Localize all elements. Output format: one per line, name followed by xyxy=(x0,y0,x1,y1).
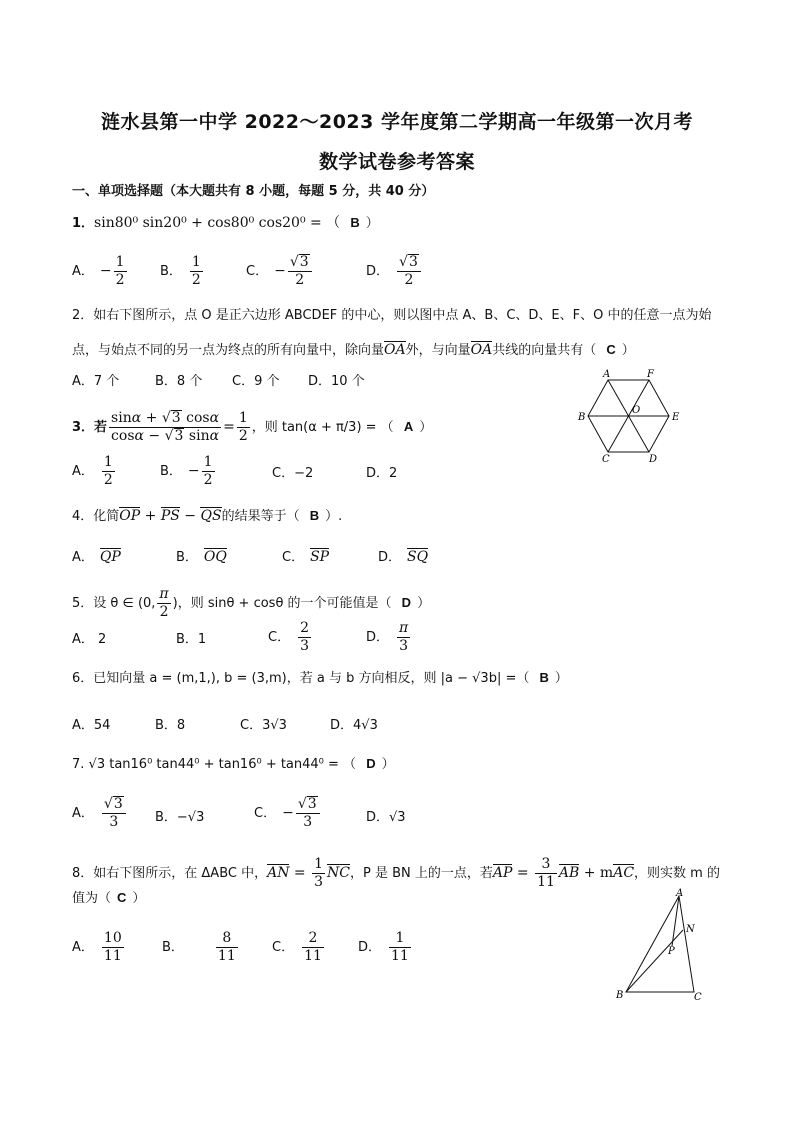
q2-text-a: 点，与始点不同的另一点为终点的所有向量中，除向量 xyxy=(72,343,385,358)
q4-option-a xyxy=(72,546,121,565)
q1-option-b-label: B． xyxy=(160,264,182,279)
q4-vector-sp: SP xyxy=(310,549,330,565)
q4-option-d-label: D． xyxy=(378,550,402,565)
question-3: 3．若 $\frac{\sin\alpha + √3 \cos\alpha}{\cos\alpha - √3 \sin\alpha}$ = $\frac{1}{2}$ ，则 tan(α + π/3) = （ A ） xyxy=(72,410,433,444)
q3-tail: ，则 tan(α + π/3) = （ xyxy=(251,420,394,435)
q6-option-c: C．3√3 xyxy=(240,718,287,733)
hexagon-figure xyxy=(575,368,685,464)
q1-option-d-label: D． xyxy=(366,264,390,279)
q4-option-c xyxy=(282,546,329,565)
q7-option-a-label: A． xyxy=(72,806,94,821)
q2-vector-oa: OA xyxy=(384,342,406,358)
q5-option-c: C． $\frac{2}{3}$ xyxy=(268,620,309,654)
tri-label-a: A xyxy=(676,888,684,899)
q8-option-b: B． $\frac{8}{11}$ xyxy=(162,930,236,964)
q8-option-a: A． $\frac{10}{11}$ xyxy=(72,930,122,964)
q7-close: ） xyxy=(381,757,395,772)
q4-option-b xyxy=(176,546,227,565)
q2-option-a: A．7 个 xyxy=(72,374,120,389)
q1-option-c: C． − $\frac{√3}{2}$ xyxy=(246,254,314,289)
q8-close: ） xyxy=(132,891,146,906)
q7-answer: D xyxy=(366,756,376,771)
q5-option-b: B．1 xyxy=(176,632,207,647)
triangle-figure xyxy=(612,888,712,1004)
q4-option-c-label: C． xyxy=(282,550,305,565)
hex-label-e: E xyxy=(672,412,680,423)
tri-label-n: N xyxy=(686,924,695,935)
q3-option-b-label: B． xyxy=(160,464,182,479)
q8-option-c: C． $\frac{2}{11}$ xyxy=(272,930,322,964)
q6-text: 6．已知向量 a = (m,1,), b = (3,m)，若 a 与 b 方向相反，则 |a − √3b| =（ xyxy=(72,671,530,686)
q8-option-a-label: A． xyxy=(72,940,94,955)
section-heading: 一、单项选择题（本大题共有 8 小题，每题 5 分，共 40 分） xyxy=(72,184,435,199)
question-2-line-2 xyxy=(72,340,635,361)
q5-option-d-label: D． xyxy=(366,630,390,645)
question-6 xyxy=(72,668,568,689)
q3-option-c: C．−2 xyxy=(272,466,314,481)
q1-close: ） xyxy=(365,216,379,231)
q7-option-b: B．−√3 xyxy=(155,810,205,825)
q3-fraction: $\frac{\sin\alpha + √3 \cos\alpha}{\cos\alpha - √3 \sin\alpha}$ xyxy=(111,410,220,444)
q4-answer: B xyxy=(309,508,320,523)
q3-option-a-label: A． xyxy=(72,464,94,479)
q5-option-a: A． 2 xyxy=(72,632,107,647)
exam-title: 涟水县第一中学 2022～2023 学年度第二学期高一年级第一次月考 xyxy=(101,111,693,133)
q8-text-c: ，则实数 m 的 xyxy=(634,866,720,881)
hex-label-d: D xyxy=(649,454,658,464)
question-2-line-1: 2．如右下图所示，点 O 是正六边形 ABCDEF 的中心，则以图中点 A、B、C、D、E、F、O 中的任意一点为始 xyxy=(72,308,712,323)
q4-option-b-label: B． xyxy=(176,550,198,565)
q6-close: ） xyxy=(554,671,568,686)
q5-option-d: D． $\frac{\pi}{3}$ xyxy=(366,620,409,654)
question-8-line-2 xyxy=(72,888,145,909)
q1-option-a-label: A． xyxy=(72,264,94,279)
q2-text-c: 共线的向量共有（ xyxy=(492,343,597,358)
q5-option-c-label: C． xyxy=(268,630,291,645)
q6-option-b: B．8 xyxy=(155,718,186,733)
hex-label-b: B xyxy=(578,412,586,423)
q4-vector-qp: QP xyxy=(99,549,121,565)
tri-label-p: P xyxy=(668,946,675,957)
q4-option-a-label: A． xyxy=(72,550,94,565)
q3-option-a: A． $\frac{1}{2}$ xyxy=(72,454,113,488)
question-8-line-1: 8．如右下图所示，在 ΔABC 中，AN = $\frac{1}{3}$ NC，P 是 BN 上的一点，若AP = $\frac{3}{11}$ AB + mAC，则实数 m 的 xyxy=(72,856,720,890)
q1-option-c-label: C． xyxy=(246,264,269,279)
q1-option-d: D． $\frac{√3}{2}$ xyxy=(366,254,423,289)
q1-answer: B xyxy=(350,215,360,230)
q6-answer: B xyxy=(539,670,549,685)
q1-number: 1． xyxy=(72,216,95,231)
q7-text: 7. √3 tan16⁰ tan44⁰ + tan16⁰ + tan44⁰ = （ xyxy=(72,757,357,772)
q2-close: ） xyxy=(621,343,635,358)
q3-option-d: D．2 xyxy=(366,466,398,481)
question-7 xyxy=(72,754,395,775)
q5-answer: D xyxy=(401,595,412,610)
q6-option-a: A．54 xyxy=(72,718,111,733)
q7-option-a: A． $\frac{√3}{3}$ xyxy=(72,796,128,831)
q3-number: 3．若 xyxy=(72,420,108,435)
hex-label-o: O xyxy=(632,405,641,416)
q1-option-a: A． − $\frac{1}{2}$ xyxy=(72,254,125,288)
q2-vector-oa-2: OA xyxy=(470,342,493,358)
q8-text-a: 8．如右下图所示，在 ΔABC 中， xyxy=(72,866,268,881)
q4-text-b: 的结果等于（ xyxy=(221,509,300,524)
q8-option-c-label: C． xyxy=(272,940,295,955)
q5-text-b: )，则 sinθ + cosθ 的一个可能值是（ xyxy=(172,596,392,611)
q1-option-b: B． $\frac{1}{2}$ xyxy=(160,254,201,288)
q5-close: ） xyxy=(417,596,431,611)
q7-option-c-label: C． xyxy=(254,806,277,821)
q8-text-b: ，P 是 BN 上的一点，若 xyxy=(350,866,493,881)
q4-vector-sq: SQ xyxy=(407,549,429,565)
q8-option-d-label: D． xyxy=(358,940,382,955)
q2-option-b: B．8 个 xyxy=(155,374,203,389)
q4-text-a: 4．化简 xyxy=(72,509,120,524)
segment-bn xyxy=(626,930,683,992)
q7-option-c: C． − $\frac{√3}{3}$ xyxy=(254,796,322,831)
q4-option-d xyxy=(378,546,428,565)
q2-answer: C xyxy=(606,342,616,357)
q8-option-d: D． $\frac{1}{11}$ xyxy=(358,930,409,964)
exam-subtitle: 数学试卷参考答案 xyxy=(318,151,475,173)
q2-option-c: C．9 个 xyxy=(232,374,280,389)
q2-option-d: D．10 个 xyxy=(308,374,365,389)
q8-option-b-label: B． xyxy=(162,940,184,955)
q5-text-a: 5．设 θ ∈ (0, xyxy=(72,596,156,611)
q2-text-b: 外，与向量 xyxy=(405,343,471,358)
tri-label-b: B xyxy=(616,990,624,1001)
question-4: 4．化简OP + PS − QS的结果等于（ B ）. xyxy=(72,508,343,524)
q3-option-b: B． − $\frac{1}{2}$ xyxy=(160,454,213,488)
q3-answer: A xyxy=(403,419,414,434)
q1-expression: sin80⁰ sin20⁰ + cos80⁰ cos20⁰ = （ xyxy=(94,215,341,231)
q6-option-d: D．4√3 xyxy=(330,718,378,733)
q8-text-line2: 值为（ xyxy=(72,891,112,906)
tri-label-c: C xyxy=(694,992,702,1003)
q7-option-d: D．√3 xyxy=(366,810,406,825)
q4-vector-oq: OQ xyxy=(203,549,227,565)
q8-answer: C xyxy=(117,890,127,905)
question-5: 5．设 θ ∈ (0, $\frac{\pi}{2}$ )，则 sinθ + cosθ 的一个可能值是（ D ） xyxy=(72,586,431,620)
q3-close: ） xyxy=(419,420,433,435)
hex-label-f: F xyxy=(647,369,654,380)
triangle-abc xyxy=(626,896,694,992)
q4-close: ）. xyxy=(325,509,343,524)
hex-label-a: A xyxy=(603,369,611,380)
question-1 xyxy=(72,213,379,234)
hex-label-c: C xyxy=(602,454,610,464)
